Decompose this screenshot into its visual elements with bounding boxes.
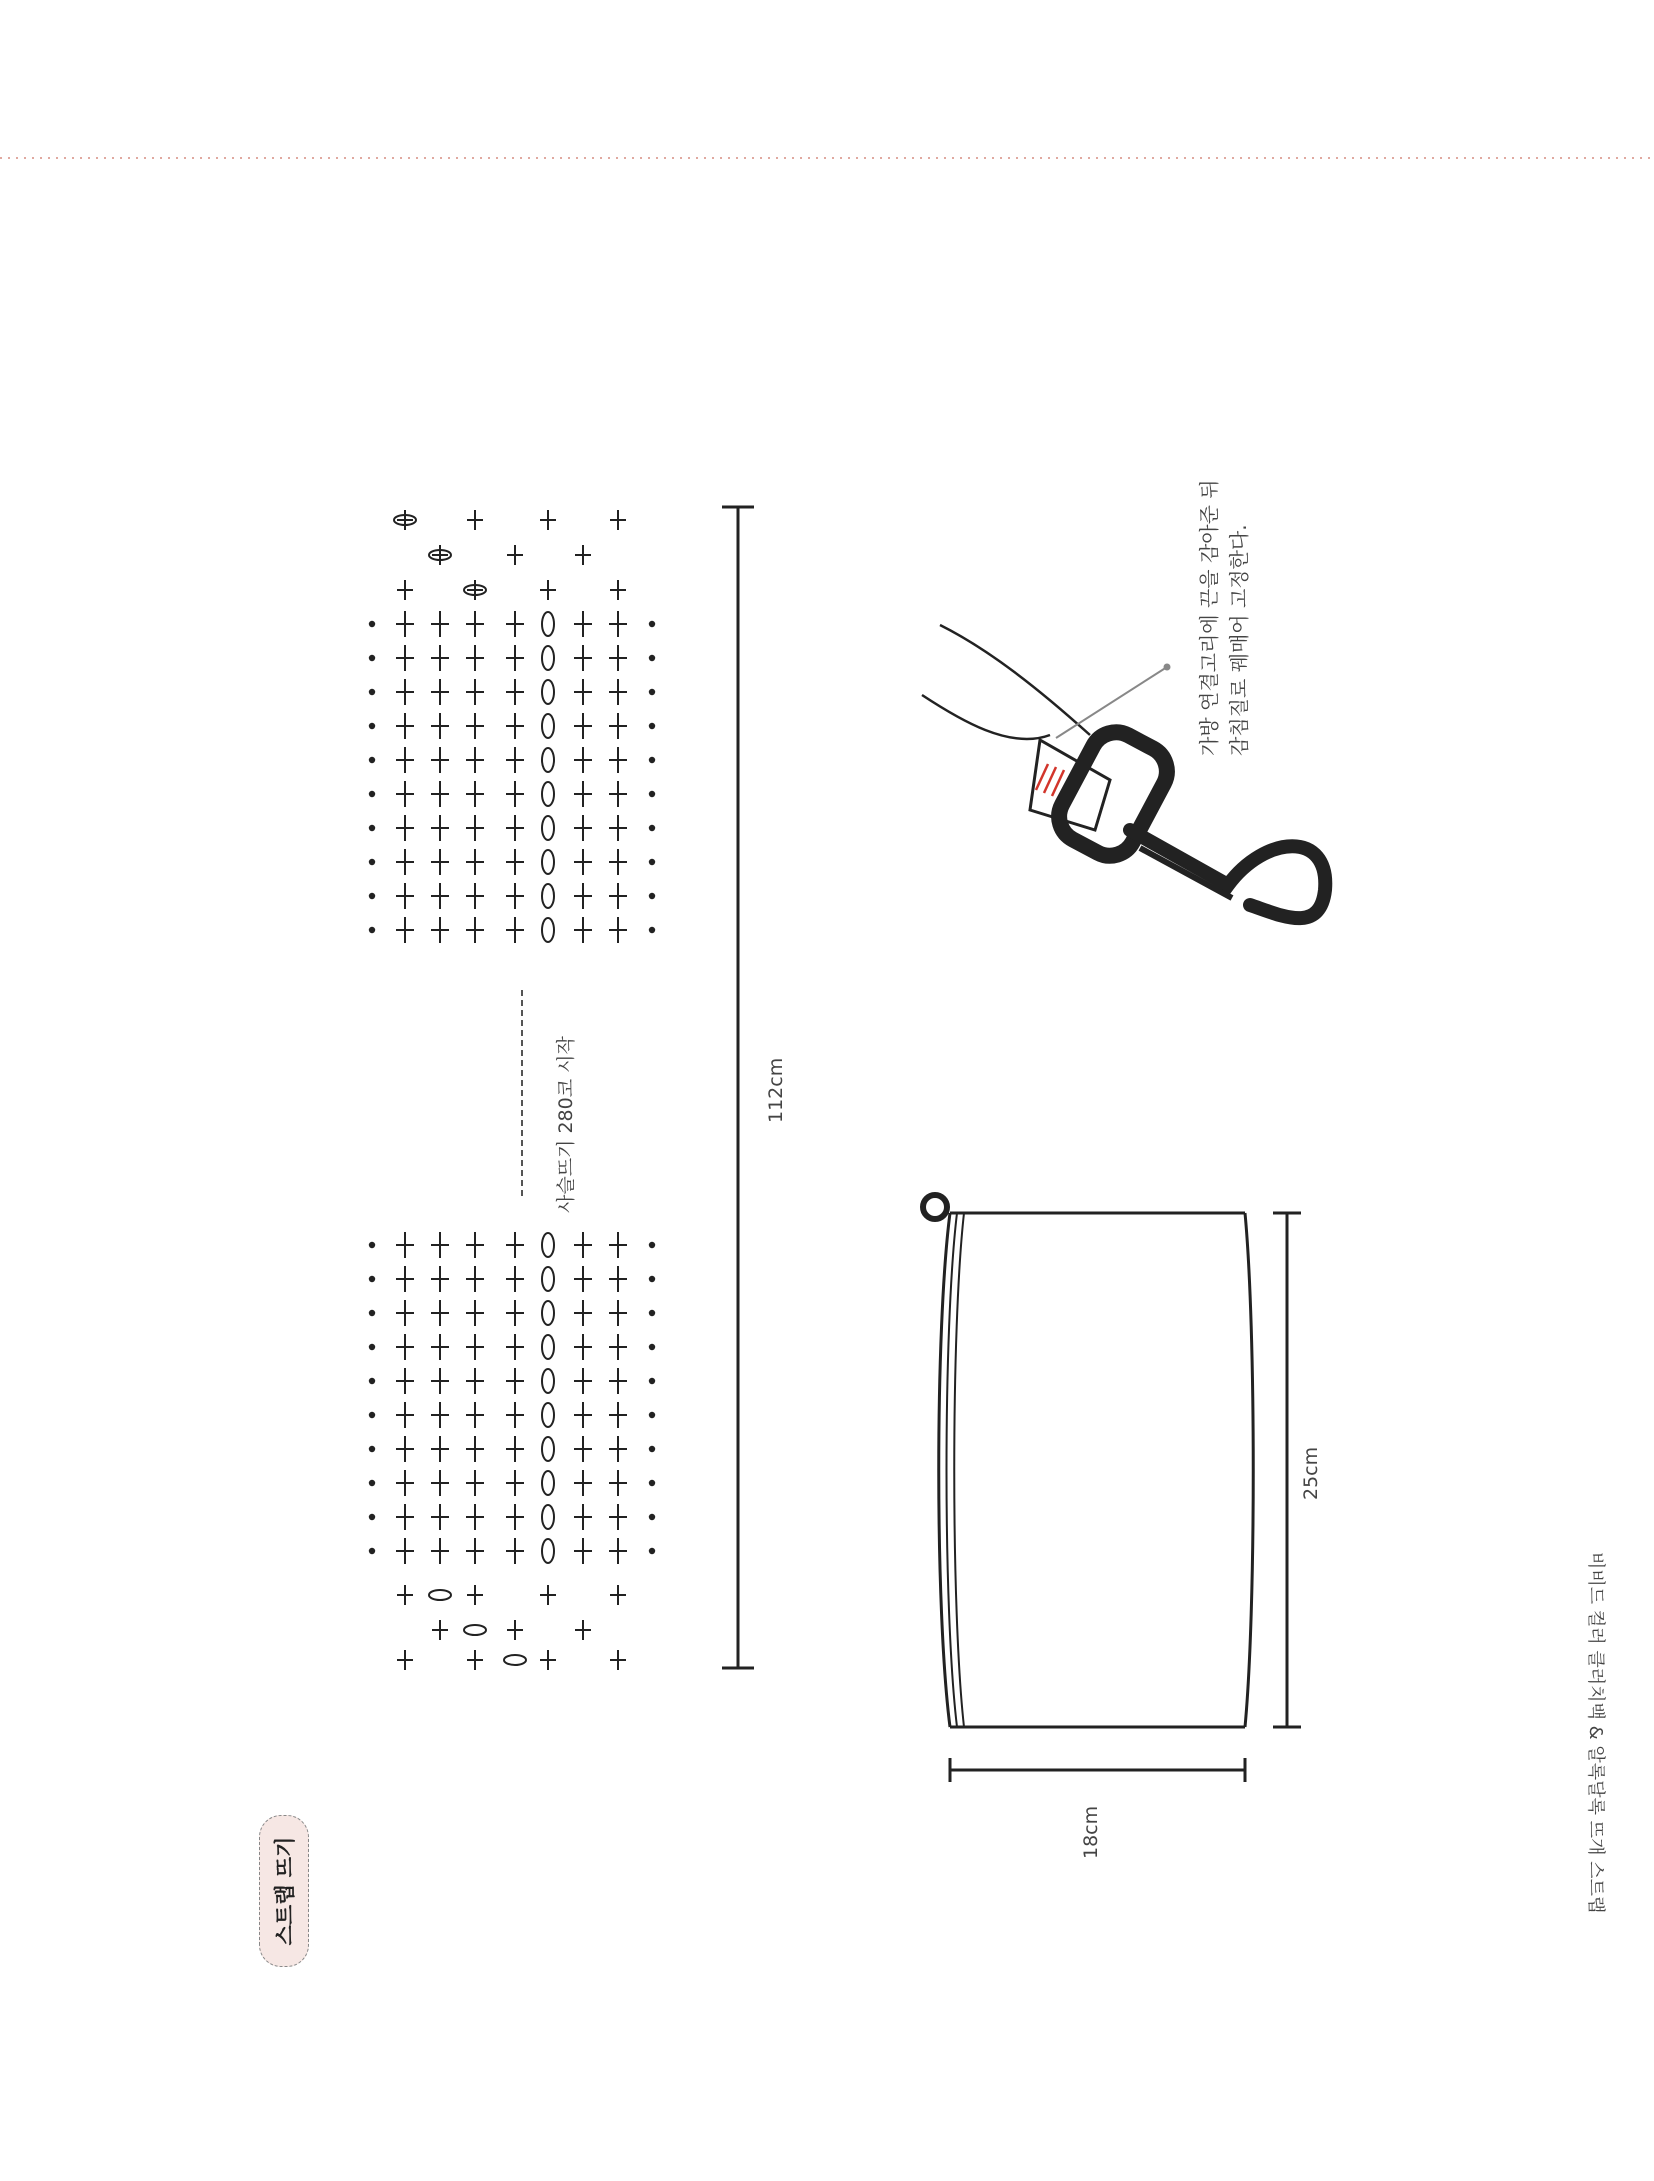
stitch-dot	[369, 927, 375, 933]
stitch-dot	[369, 723, 375, 729]
chain-stitch	[542, 1539, 554, 1563]
stitch-dot	[369, 1548, 375, 1554]
stitch-dot	[369, 621, 375, 627]
stitch-dot	[649, 1446, 655, 1452]
chain-stitch	[542, 680, 554, 704]
hook-illustration	[922, 625, 1325, 918]
stitch-dot	[649, 1480, 655, 1486]
bag-height-dimension	[1273, 1213, 1301, 1727]
stitch-dot	[649, 927, 655, 933]
stitch-dot	[649, 1310, 655, 1316]
stitch-dot	[649, 689, 655, 695]
stitch-dot	[649, 791, 655, 797]
zipper-pull-ring	[923, 1195, 947, 1219]
chain-stitch	[542, 884, 554, 908]
stitch-dot	[369, 689, 375, 695]
snap-hook	[1130, 830, 1325, 918]
section-badge	[259, 1815, 309, 1967]
stitch-dot	[649, 1344, 655, 1350]
bag-zipper-side	[939, 1213, 950, 1727]
chain-start-note	[551, 993, 577, 1213]
strap-length-label	[765, 1043, 791, 1123]
stitch-dot	[369, 1446, 375, 1452]
stitch-dot	[649, 825, 655, 831]
stitch-dot	[369, 893, 375, 899]
chain-stitch	[542, 1301, 554, 1325]
footer-title-text: 비비드 컬러 클러치백 & 알록달록 뜨개 스트랩	[1585, 1552, 1606, 1914]
stitch-dot	[649, 757, 655, 763]
section-badge-label: 스트랩 뜨기	[273, 1836, 297, 1946]
stitch-dot	[369, 1242, 375, 1248]
stitch-dot	[369, 791, 375, 797]
chain-stitch	[542, 748, 554, 772]
chain-stitch	[542, 1437, 554, 1461]
chain-stitch	[542, 816, 554, 840]
chain-stitch	[542, 714, 554, 738]
bag-width-text: 18cm	[1080, 1805, 1102, 1859]
stitch-dot	[369, 1514, 375, 1520]
hook-note	[1194, 426, 1256, 756]
stitch-dot	[649, 1548, 655, 1554]
bag-height-label	[1300, 1420, 1326, 1500]
stitch-dot	[369, 825, 375, 831]
note-leader-dot	[1164, 664, 1171, 671]
footer-title	[1586, 1552, 1610, 1972]
stitch-dot	[369, 1344, 375, 1350]
chain-stitch	[542, 646, 554, 670]
stitch-dot	[369, 1310, 375, 1316]
bag-zipper-side-inner	[947, 1213, 958, 1727]
stitch-dot	[649, 1276, 655, 1282]
bag-zipper-side-inner2	[954, 1213, 964, 1727]
stitch-dot	[369, 1276, 375, 1282]
hook-note-line2: 감침질로 꿰매어 고정한다.	[1227, 524, 1251, 756]
crochet-chart-bottom	[369, 1232, 655, 1670]
stitch-dot	[649, 1242, 655, 1248]
chain-stitch	[542, 1505, 554, 1529]
bag-far-side	[1245, 1213, 1253, 1727]
stitch-dot	[649, 859, 655, 865]
chain-stitch	[542, 612, 554, 636]
stitch-dot	[649, 1378, 655, 1384]
stitch-dot	[649, 1514, 655, 1520]
stitch-dot	[369, 1378, 375, 1384]
chain-stitch	[542, 1471, 554, 1495]
stitch-dot	[649, 1412, 655, 1418]
chain-stitch	[542, 1233, 554, 1257]
strap-outline-lower	[922, 695, 1050, 739]
chain-start-note-text: 사슬뜨기 280코 시작	[555, 1036, 577, 1213]
stitch-dot	[649, 621, 655, 627]
strap-length-text: 112cm	[765, 1057, 787, 1123]
chain-stitch	[504, 1655, 526, 1665]
bag-height-text: 25cm	[1300, 1446, 1322, 1500]
bag-illustration	[923, 1195, 1253, 1727]
stitch-dot	[649, 723, 655, 729]
chain-stitch	[542, 1267, 554, 1291]
chain-stitch	[464, 1625, 486, 1635]
chain-stitch	[542, 1369, 554, 1393]
stitch-dot	[649, 655, 655, 661]
stitch-dot	[649, 893, 655, 899]
chain-stitch	[542, 1335, 554, 1359]
hook-note-line1: 가방 연결고리에 끈을 감아준 뒤	[1197, 479, 1221, 756]
chain-stitch	[542, 918, 554, 942]
stitch-dot	[369, 757, 375, 763]
chain-stitch	[542, 850, 554, 874]
stitch-dot	[369, 1480, 375, 1486]
strap-length-dimension	[722, 507, 754, 1668]
chain-stitch	[429, 1590, 451, 1600]
stitch-dot	[369, 1412, 375, 1418]
bag-width-label	[1080, 1779, 1106, 1859]
stitch-dot	[369, 655, 375, 661]
chain-stitch	[542, 1403, 554, 1427]
chain-stitch	[542, 782, 554, 806]
stitch-dot	[369, 859, 375, 865]
crochet-chart-top	[369, 510, 655, 943]
